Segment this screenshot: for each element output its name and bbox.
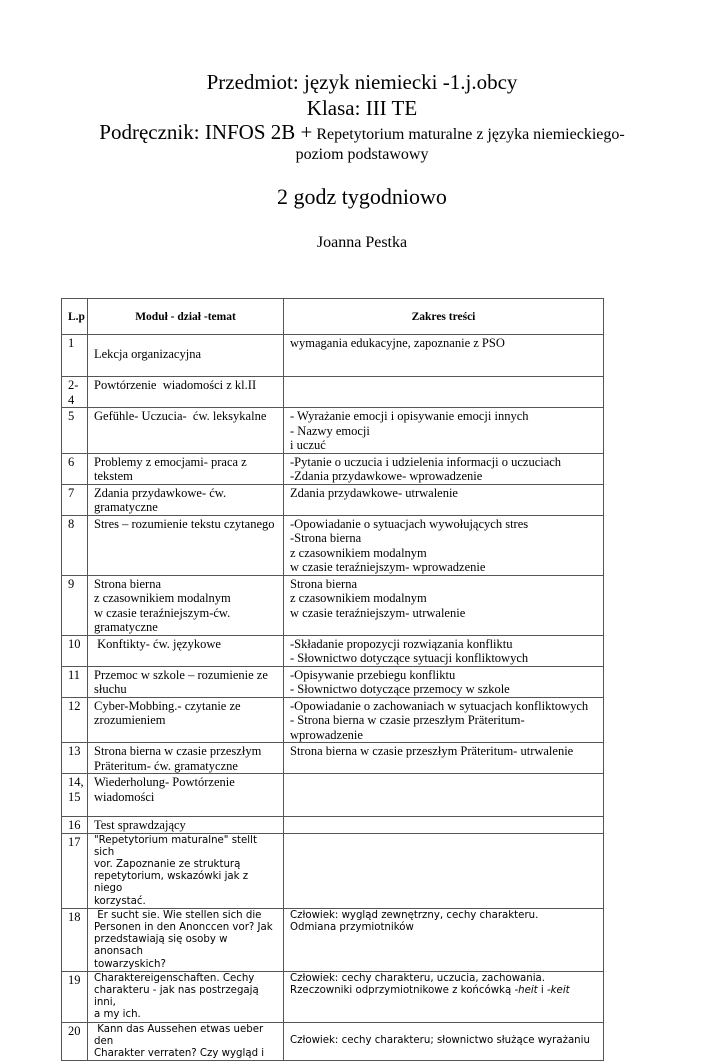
row-content: -Pytanie o uczucia i udzielenia informacji o uczuciach -Zdania przydawkowe- wprowadzenie <box>284 453 604 484</box>
table-row <box>62 377 604 408</box>
col-header-modul: Moduł - dział -temat <box>88 299 284 335</box>
row-number: 11 <box>62 666 88 697</box>
row-content: wymagania edukacyjne, zapoznanie z PSO <box>284 335 604 377</box>
row-content <box>284 774 604 817</box>
row-topic: Problemy z emocjami- praca z tekstem <box>88 453 284 484</box>
row-number: 12 <box>62 697 88 743</box>
row-content: Człowiek: cechy charakteru; słownictwo służące wyrażaniu <box>284 1022 604 1061</box>
row-content: Strona bierna w czasie przeszłym Präteritum- utrwalenie <box>284 743 604 774</box>
table-row <box>62 743 604 774</box>
table-row <box>62 484 604 515</box>
row-content: Zdania przydawkowe- utrwalenie <box>284 484 604 515</box>
row-number: 5 <box>62 408 88 454</box>
textbook-level: poziom podstawowy <box>295 146 429 163</box>
row-topic: Zdania przydawkowe- ćw. gramatyczne <box>88 484 284 515</box>
textbook-line <box>0 120 724 144</box>
row-topic: Strona bierna w czasie przeszłym Präteritum- ćw. gramatyczne <box>88 743 284 774</box>
subject-line: Przedmiot: język niemiecki -1.j.obcy <box>206 70 518 94</box>
class-line: Klasa: III TE <box>306 96 418 120</box>
row-number: 14, 15 <box>62 774 88 817</box>
row-topic: Cyber-Mobbing.- czytanie ze zrozumieniem <box>88 697 284 743</box>
row-topic: Wiederholung- Powtórzenie wiadomości <box>88 774 284 817</box>
table-row <box>62 408 604 454</box>
row-content <box>284 377 604 408</box>
table-row <box>62 575 604 635</box>
row-topic: Powtórzenie wiadomości z kl.II <box>88 377 284 408</box>
table-row <box>62 774 604 817</box>
row-content: Człowiek: wygląd zewnętrzny, cechy charakteru. Odmiana przymiotników <box>284 908 604 971</box>
table-row <box>62 453 604 484</box>
table-row <box>62 833 604 908</box>
row-content <box>284 833 604 908</box>
row-topic: Charaktereigenschaften. Cechy charakteru - jak nas postrzegają inni, a my ich. <box>88 971 284 1022</box>
row-content <box>284 817 604 834</box>
textbook-main: Podręcznik: INFOS 2B + <box>99 120 313 144</box>
row-topic: Er sucht sie. Wie stellen sich die Personen in den Anonccen vor? Jak przedstawiają się osoby w anonsach towarzyskich? <box>88 908 284 971</box>
row-content: -Składanie propozycji rozwiązania konfliktu - Słownictwo dotyczące sytuacji konfliktowych <box>284 635 604 666</box>
row-number: 7 <box>62 484 88 515</box>
author: Joanna Pestka <box>316 234 408 251</box>
row-topic: Przemoc w szkole – rozumienie ze słuchu <box>88 666 284 697</box>
table-row <box>62 971 604 1022</box>
table-row <box>62 515 604 575</box>
table-row <box>62 817 604 834</box>
row-number: 2-4 <box>62 377 88 408</box>
table-row <box>62 1022 604 1061</box>
row-topic: Gefühle- Uczucia- ćw. leksykalne <box>88 408 284 454</box>
row-number: 6 <box>62 453 88 484</box>
col-header-lp: L.p <box>62 299 88 335</box>
row-topic: "Repetytorium maturalne" stellt sich vor. Zapoznanie ze strukturą repetytorium, wskazówki jak z niego korzystać. <box>88 833 284 908</box>
table-row <box>62 697 604 743</box>
row-content: -Opowiadanie o zachowaniach w sytuacjach konfliktowych - Strona bierna w czasie przeszłym Präteritum- wprowadzenie <box>284 697 604 743</box>
hours-line: 2 godz tygodniowo <box>277 184 447 209</box>
row-content: -Opisywanie przebiegu konfliktu - Słownictwo dotyczące przemocy w szkole <box>284 666 604 697</box>
table-row <box>62 335 604 377</box>
row-number: 9 <box>62 575 88 635</box>
row-number: 13 <box>62 743 88 774</box>
row-number: 10 <box>62 635 88 666</box>
row-number: 8 <box>62 515 88 575</box>
row-content: -Opowiadanie o sytuacjach wywołujących stres -Strona bierna z czasownikiem modalnym w czasie teraźniejszym- wprowadzenie <box>284 515 604 575</box>
row-number: 17 <box>62 833 88 908</box>
row-topic: Lekcja organizacyjna <box>88 335 284 377</box>
row-topic: Test sprawdzający <box>88 817 284 834</box>
table-row <box>62 635 604 666</box>
row-number: 16 <box>62 817 88 834</box>
row-content: - Wyrażanie emocji i opisywanie emocji innych - Nazwy emocji i uczuć <box>284 408 604 454</box>
row-topic: Konftikty- ćw. językowe <box>88 635 284 666</box>
textbook-extra: Repetytorium maturalne z języka niemieckiego- <box>316 126 625 143</box>
table-row <box>62 908 604 971</box>
row-number: 1 <box>62 335 88 377</box>
table-header-row <box>62 299 604 335</box>
table-row <box>62 666 604 697</box>
row-topic: Kann das Aussehen etwas ueber den Charakter verraten? Czy wygląd i <box>88 1022 284 1061</box>
col-header-zakres: Zakres treści <box>284 299 604 335</box>
row-number: 18 <box>62 908 88 971</box>
row-topic: Strona bierna z czasownikiem modalnym w czasie teraźniejszym-ćw. gramatyczne <box>88 575 284 635</box>
row-topic: Stres – rozumienie tekstu czytanego <box>88 515 284 575</box>
row-content: Człowiek: cechy charakteru, uczucia, zachowania. Rzeczowniki odprzymiotnikowe z końcówką -heit i -keit <box>284 971 604 1022</box>
row-number: 19 <box>62 971 88 1022</box>
curriculum-table <box>61 298 604 1061</box>
row-number: 20 <box>62 1022 88 1061</box>
row-content: Strona bierna z czasownikiem modalnym w czasie teraźniejszym- utrwalenie <box>284 575 604 635</box>
